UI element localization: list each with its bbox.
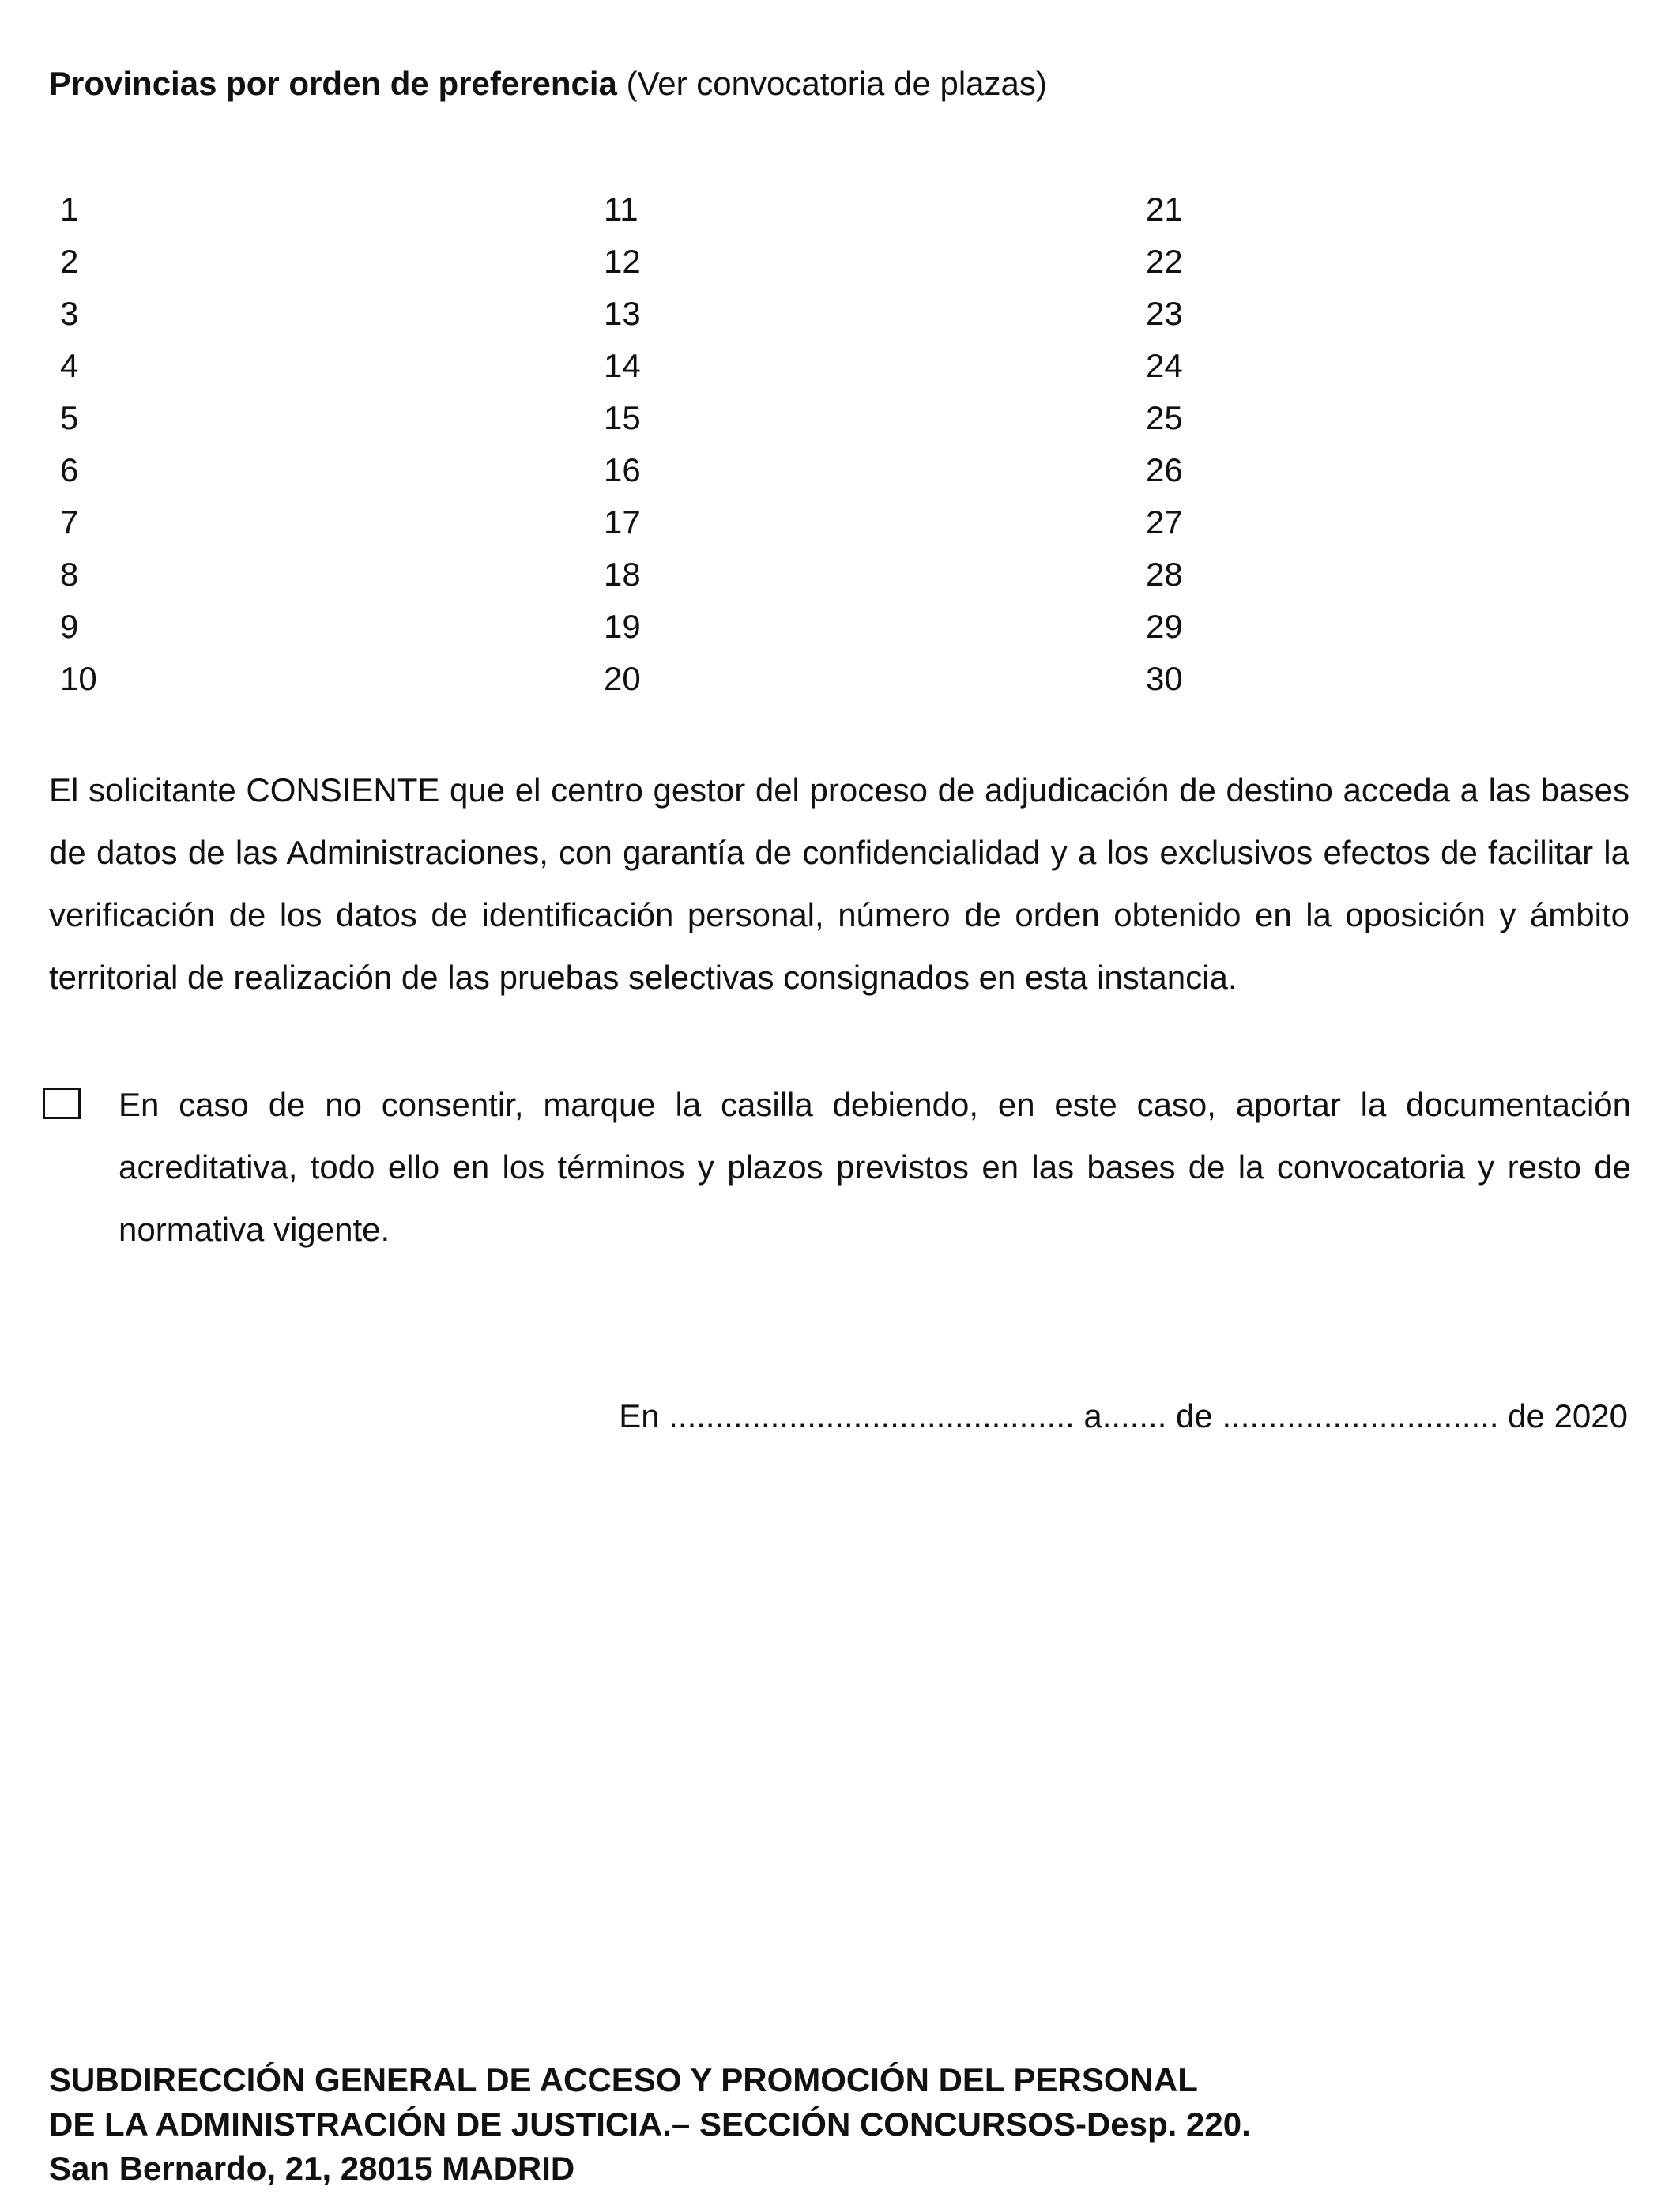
preference-slot: 27 [1146,503,1183,541]
preference-slot: 16 [604,451,641,488]
footer-line-3: San Bernardo, 21, 28015 MADRID [49,2150,575,2187]
preference-slot: 6 [60,451,79,488]
preference-slot: 24 [1146,347,1183,384]
preference-slot: 13 [604,295,641,332]
preference-slot: 5 [60,399,79,436]
preference-slot: 11 [604,190,638,228]
preference-column-3 [1146,183,1183,705]
preference-slot: 2 [60,243,79,280]
preference-slot: 26 [1146,451,1183,488]
preference-slot: 25 [1146,399,1183,436]
preference-slot: 12 [604,243,641,280]
preference-slot: 14 [604,347,641,384]
preference-slot: 23 [1146,295,1183,332]
consent-paragraph: El solicitante CONSIENTE que el centro gestor del proceso de adjudicación de destino acceda a las bases de datos de las Administraciones, con garantía de confidencialidad y a los exclusivos efectos de facilitar la verificación de los datos de identificación personal, número de orden obtenido en la oposición y ámbito territorial de realización de las pruebas selectivas consignados en esta instancia. [49,771,1629,996]
preference-slot: 1 [60,190,79,228]
preference-slot: 30 [1146,660,1183,697]
preference-slot: 15 [604,399,641,436]
footer-line-2: DE LA ADMINISTRACIÓN DE JUSTICIA.– SECCIÓN CONCURSOS-Desp. 220. [49,2105,1251,2143]
heading-note: (Ver convocatoria de plazas) [626,65,1047,102]
date-place-line: En ............................................ a....... de .............................. de 2020 [619,1397,1628,1434]
preference-slot: 4 [60,347,79,384]
preference-slot: 28 [1146,556,1183,593]
preference-slot: 21 [1146,190,1183,228]
preference-column-1 [60,183,97,705]
footer-address [49,2058,1251,2191]
preference-slot: 9 [60,608,79,645]
preference-slot: 7 [60,503,79,541]
preference-slot: 22 [1146,243,1183,280]
optout-text: En caso de no consentir, marque la casilla debiendo, en este caso, aportar la documentación acreditativa, todo ello en los términos y plazos previstos en las bases de la convocatoria y resto de normativa vigente. [119,1086,1631,1248]
heading-title: Provincias por orden de preferencia [49,65,617,102]
preference-slot: 3 [60,295,79,332]
preference-slot: 29 [1146,608,1183,645]
no-consent-checkbox[interactable] [43,1088,81,1119]
preference-slot: 17 [604,503,641,541]
preference-slot: 10 [60,660,97,697]
preference-slot: 18 [604,556,641,593]
footer-line-1: SUBDIRECCIÓN GENERAL DE ACCESO Y PROMOCIÓN DEL PERSONAL [49,2061,1198,2098]
section-heading [49,60,1047,107]
preference-slot: 19 [604,608,641,645]
preference-slot: 8 [60,556,79,593]
preference-slot: 20 [604,660,641,697]
preference-column-2 [604,183,641,705]
